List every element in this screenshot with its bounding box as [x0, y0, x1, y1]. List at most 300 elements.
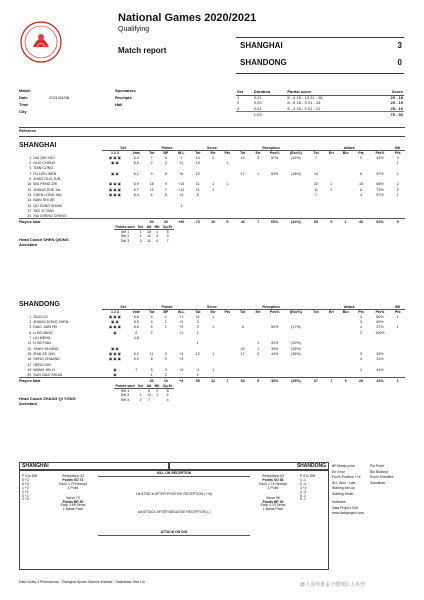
column-header: Tot [195, 310, 201, 315]
player-se: 1 [212, 314, 215, 319]
player-ap: 3 [360, 155, 362, 160]
player-name: ZHANG ZHE JIA [33, 187, 61, 192]
total-duration: 1:02 [253, 112, 287, 118]
player-at: 7 [315, 155, 318, 160]
total-rexc: (42%) [284, 219, 308, 224]
watermark-text: @上海男排孟子健球队大本营 [300, 582, 366, 588]
column-header: Err [255, 310, 261, 315]
points-won-header: Att [146, 225, 152, 230]
player-no: 15 [27, 203, 32, 208]
column-header: Tot [195, 151, 201, 156]
total-st: 55 [189, 378, 206, 383]
points-won-header: Ser [137, 384, 144, 389]
right-one-point: 1 Point [267, 485, 279, 490]
player-app: 27% [376, 325, 384, 330]
points-won-cell: 7 [166, 238, 169, 243]
column-header: Pts [395, 310, 401, 315]
player-bp: 1 [164, 372, 167, 377]
points-won-cell: Set 3 [120, 238, 130, 243]
set-number: 3 [237, 105, 240, 111]
column-header: Blo [342, 151, 349, 156]
points-won-header: BK [154, 384, 160, 389]
player-se: 1 [212, 367, 215, 372]
attack-on-dig-title: ATTACK ON DIG [98, 531, 250, 536]
player-no: 17 [27, 208, 32, 213]
player-st: 1 [196, 330, 199, 335]
home-team-name: SHANGHAI [240, 41, 283, 50]
points-won-cell: 2 [156, 389, 159, 394]
set-scores [236, 90, 404, 117]
left-team-name: SHANGHAI [22, 462, 49, 469]
referees-label: Referees [19, 128, 36, 133]
total-ap: 40 [353, 219, 370, 224]
total-se: 12 [206, 378, 220, 383]
player-set: ▣ ▣ ▣ [108, 351, 122, 356]
player-at: 11 [314, 187, 318, 192]
right-team-name: SHANDONG [296, 462, 326, 469]
set-duration: 0:20 [253, 100, 262, 106]
group-header: Points [145, 146, 190, 151]
player-set: ▣ ▣ [111, 161, 119, 166]
player-bp: 5 [164, 171, 167, 176]
players-total-label: Players total [19, 378, 145, 383]
right-side-labels: P S in Diff 1 -1 2 -4 3 +2 4 -3 5 -1 6 -1 [300, 474, 315, 502]
player-app: 43% [376, 155, 384, 160]
points-won-cell: Set 2 [120, 393, 130, 398]
player-at: 14 [314, 171, 319, 176]
player-tot: 2 [150, 161, 153, 166]
points-won-cell [153, 398, 161, 402]
player-name: WANG JIN YI [33, 367, 55, 372]
divider [19, 127, 405, 128]
total-re: 5 [251, 378, 265, 383]
player-no: 7 [29, 171, 32, 176]
match-result [236, 37, 404, 74]
points-won-cell: 4 [156, 234, 159, 239]
points-won-table [114, 225, 174, 243]
player-tot: 4 [150, 320, 153, 325]
column-header: Err [210, 310, 216, 315]
home-team-score: 3 [397, 41, 402, 50]
player-rexc: (18%) [291, 171, 301, 176]
player-name: LI BO MING [33, 330, 53, 335]
player-set: ▣ ▣ ▣ [108, 192, 122, 197]
player-app: 57% [376, 171, 384, 176]
player-st: 11 [195, 314, 200, 319]
player-rpos: 57% [271, 155, 279, 160]
legend-item: Starting Setter [332, 491, 354, 496]
player-rt: 6 [241, 325, 244, 330]
player-tot: 9 [150, 171, 153, 176]
player-rexc: (43%) [291, 155, 301, 160]
player-wl: +12 [178, 187, 185, 192]
points-won-header: Op.Er [162, 384, 173, 389]
kill-on-reception-title: KILL ON RECEPTION [98, 472, 250, 477]
player-st: 13 [195, 161, 200, 166]
column-header: Pts [395, 151, 401, 156]
set-duration: 0:21 [253, 105, 262, 111]
player-no: 13 [27, 192, 32, 197]
player-se: 1 [212, 325, 215, 330]
set-duration: 0:21 [253, 94, 262, 100]
left-team-header [19, 462, 169, 470]
group-header: Serve [189, 305, 234, 310]
player-name: ZHAI ZE JUN [33, 351, 55, 356]
player-bp: 6 [164, 155, 167, 160]
player-app: 25% [376, 351, 384, 356]
date-value: 2021/04/08 [49, 95, 70, 100]
column-header: Pts% [375, 151, 385, 156]
total-wl: +30 [173, 219, 190, 224]
player-name: GUO LEI [33, 314, 48, 319]
player-bp: 2 [164, 161, 167, 166]
player-no: 15 [27, 351, 32, 356]
player-stats-table [19, 146, 405, 248]
points-won-cell: 7 [147, 397, 150, 402]
column-header: BP [163, 151, 169, 156]
player-bp: 9 [164, 182, 167, 187]
assistant-coach: Assistant [19, 242, 38, 248]
column-header: W-L [177, 310, 185, 315]
player-v: 7 [135, 367, 138, 372]
total-st: 73 [189, 219, 206, 224]
group-header: BK [391, 305, 405, 310]
player-se: 1 [212, 182, 215, 187]
player-rpos: 53% [271, 171, 279, 176]
player-name: YANG YA NING [33, 346, 59, 351]
total-ab: 1 [339, 219, 353, 224]
total-wl: +3 [173, 378, 190, 383]
player-v: 6.6 [133, 325, 139, 330]
team-name: SHANDONG [19, 301, 60, 308]
total-sp: 5 [220, 219, 234, 224]
player-st: 14 [195, 155, 200, 160]
column-header: Tot [148, 151, 155, 156]
total-ap: 28 [353, 378, 370, 383]
player-set: ▣ ▣ ▣ [108, 325, 122, 330]
points-won-row [19, 383, 405, 407]
player-name: BIAN SHI JIE [33, 198, 55, 203]
spectators-label: Spectators [115, 88, 136, 93]
total-rpos: 60% [265, 219, 284, 224]
player-name: TAO ZI XIAN [33, 208, 54, 213]
player-tot: 2 [150, 330, 153, 335]
player-app: 73% [376, 187, 384, 192]
player-set: ▣ ▣ [111, 320, 119, 325]
player-app: 50% [376, 320, 384, 325]
total-app: 62% [369, 219, 390, 224]
player-name: GENG XIN [33, 362, 51, 367]
column-header: Blo [342, 310, 349, 315]
points-won-cell: 9 [166, 234, 169, 239]
team-name: SHANGHAI [19, 142, 57, 149]
software-name: Data Project Soft [332, 505, 358, 510]
legend-item: Blo Blocked [370, 469, 388, 474]
player-no: 9 [29, 177, 32, 182]
set-scores-table [236, 90, 404, 117]
player-no: 17 [27, 362, 32, 367]
total-ae: 6 [324, 219, 338, 224]
total-rpos: 40% [265, 378, 284, 383]
total-ab: 9 [339, 378, 353, 383]
points-won-cell: 2 [166, 393, 169, 398]
left-receptions: Receptions 43 [62, 474, 84, 478]
column-header: Pts% [375, 310, 385, 315]
column-header: Tot [240, 151, 246, 156]
left-rotation: P S in Diff [22, 474, 37, 478]
total-ae: 7 [324, 378, 338, 383]
column-header: (Exc%) [289, 310, 302, 315]
player-tot: 11 [149, 351, 154, 356]
player-st: 11 [195, 182, 200, 187]
right-points-bp: Points BP 18 [262, 499, 284, 504]
player-tot: 1 [150, 372, 153, 377]
player-app: 44% [376, 367, 384, 372]
points-won-cell: 13 [146, 393, 151, 398]
column-header: Pts [358, 151, 364, 156]
set-score: 25 - 19 [390, 100, 403, 106]
points-won-cell: 3 [139, 238, 142, 243]
divider [19, 136, 405, 137]
player-st: 3 [196, 320, 199, 325]
player-name: DAI QIN YAO [33, 155, 55, 160]
points-won-table [114, 384, 174, 402]
total-se: 10 [206, 219, 220, 224]
player-name: ZHANG DONG ZHEN [33, 320, 69, 325]
column-header: Vote [132, 310, 140, 315]
points-won-cell: 11 [147, 234, 151, 239]
player-re: 1 [257, 346, 260, 351]
left-one-point: 1 Point [67, 485, 79, 490]
points-won-header: Op.Er [162, 225, 173, 230]
left-each-receipt: Each 3.79 Receipt [59, 481, 87, 486]
player-rt: 20 [240, 346, 245, 351]
summary-body [19, 470, 329, 570]
right-receptions: Receptions 63 [262, 474, 284, 478]
column-header: Err [328, 310, 335, 315]
player-set: ▣ ▣ [111, 346, 119, 351]
points-won-cell: 1 [139, 393, 142, 398]
column-header: 1 2 3 [110, 151, 119, 156]
player-tot: 6 [150, 357, 153, 362]
legend-item: Starting line-up [332, 486, 355, 490]
player-rexc: (17%) [291, 325, 301, 330]
player-st: 12 [195, 171, 200, 176]
home-team-row [240, 41, 402, 50]
player-name: LIU MENG [33, 336, 51, 341]
player-no: 3 [29, 166, 32, 171]
player-rpos: 40% [271, 341, 279, 346]
column-header: Pts [224, 151, 231, 156]
player-no: 19 [27, 367, 32, 372]
right-each-receipt: Each 2.74 Receipt [259, 481, 287, 486]
set-partial: 8 - 6 16 - 9 21 - 15 [287, 100, 321, 106]
player-no: 20 [27, 213, 32, 218]
player-v: 6.7 [133, 187, 139, 192]
player-wl: +3 [179, 357, 184, 362]
points-won-set [114, 398, 174, 402]
player-re: 3 [257, 155, 260, 160]
player-st: 2 [196, 325, 199, 330]
player-set: ▣ [113, 330, 117, 335]
total-rt: 43 [234, 219, 251, 224]
points-won-cell: Set 1 [120, 230, 130, 235]
legend-item: Pts Point [370, 464, 384, 468]
right-so-block [254, 475, 292, 512]
set-number: 1 [237, 94, 240, 100]
points-won-row [19, 224, 405, 248]
player-ap: 15 [359, 182, 363, 187]
player-ae: 1 [330, 182, 333, 187]
player-set: ▣ ▣ ▣ [108, 357, 122, 362]
column-header: 1 2 3 [110, 310, 119, 315]
total-bk: 9 [391, 219, 405, 224]
total-sp: 7 [220, 378, 234, 383]
column-header: Err [255, 151, 261, 156]
column-header: Err [210, 151, 216, 156]
player-app: 31% [376, 357, 384, 362]
set-score: 25 - 18 [390, 94, 403, 100]
points-won-header: Att [146, 384, 152, 389]
column-header: Err [328, 151, 335, 156]
players-total-label: Players total [19, 219, 145, 224]
player-rpos: 44% [271, 351, 279, 356]
player-se: 1 [212, 351, 215, 356]
column-header: Pts [358, 310, 364, 315]
points-won-cell: 4 [166, 397, 169, 402]
player-bp: 7 [164, 187, 167, 192]
player-set: ▣ ▣ ▣ [108, 182, 122, 187]
player-v: 5.5 [133, 357, 139, 362]
player-v: 5.5 [133, 320, 139, 325]
head-coach: Head Coach SHEN QIONG [19, 237, 69, 243]
player-no: 12 [27, 187, 32, 192]
player-at: 22 [314, 182, 319, 187]
points-won-cell: 8 [147, 389, 150, 394]
player-bp: 1 [164, 314, 167, 319]
set-number: 2 [237, 100, 240, 106]
left-break-point: 1 Break Point [62, 507, 84, 512]
points-won-cell: 18 [146, 230, 151, 235]
player-bp: 3 [164, 351, 167, 356]
player-ap: 4 [360, 367, 362, 372]
player-tot: 6 [150, 192, 153, 197]
total-bk: 1 [391, 378, 405, 383]
player-stats-table [19, 305, 405, 407]
player-set: ▣ [113, 367, 117, 372]
player-set: ▣ ▣ ▣ [108, 187, 122, 192]
points-won-cell: 1 [139, 230, 142, 235]
footer-text: Data Volley 4 Professional - Shanghai Sports Science Institute - Statistician Star LIU [19, 580, 146, 584]
player-ap: 8 [360, 171, 362, 176]
player-wl: +1 [179, 330, 184, 335]
player-wl: 1 [180, 155, 183, 160]
city-label: City [19, 109, 27, 114]
software-label: Software: [332, 500, 347, 504]
total-at: 67 [308, 378, 325, 383]
points-won-cell: Set 3 [120, 397, 130, 402]
player-v: 4.8 [133, 336, 139, 341]
group-header: Attack [308, 305, 391, 310]
player-no: 3 [29, 325, 32, 330]
player-name: GUO CHENG [33, 161, 56, 166]
player-v: 5.9 [133, 155, 139, 160]
column-header: Pos% [269, 151, 280, 156]
player-no: 2 [29, 161, 32, 166]
legend-item: BP Break point [332, 464, 355, 468]
points-won-cell: 2 [139, 397, 142, 402]
player-wl: +4 [179, 351, 184, 356]
player-no: 1 [29, 314, 32, 319]
player-se: 2 [212, 155, 215, 160]
player-tot: 5 [150, 325, 153, 330]
player-v: 6.8 [133, 314, 139, 319]
score-col-header: Score [367, 90, 404, 95]
player-ap: 3 [360, 314, 362, 319]
player-no: 12 [27, 346, 32, 351]
player-set: ▣ ▣ ▣ [108, 314, 122, 319]
player-sp: 1 [226, 161, 229, 166]
player-no: 6 [29, 330, 32, 335]
player-v: 6.2 [133, 351, 139, 356]
player-ap: 4 [360, 357, 362, 362]
points-won-header: BK [154, 225, 160, 230]
left-side-labels: P S in Diff 5 +2 6 +3 1 +2 2 +1 3 +2 4 +4 [22, 474, 37, 502]
points-won-cell: 4 [156, 238, 159, 243]
player-st: 5 [196, 192, 199, 197]
points-won-header: Ser [137, 225, 144, 230]
player-wl: +4 [179, 192, 184, 197]
player-ap: 3 [360, 320, 362, 325]
player-bk: 1 [396, 192, 399, 197]
group-header: Set [102, 146, 145, 151]
left-points-bp: Points BP 20 [62, 499, 84, 504]
legend-item: W-L Won - Lost [332, 480, 356, 485]
player-bp: 5 [164, 192, 167, 197]
player-tot: 5 [150, 367, 153, 372]
column-header: Tot [313, 310, 319, 315]
points-won-header: Points won [115, 384, 135, 389]
set-partial: 8 - 4 16 - 9 21 - 12 [287, 105, 321, 111]
player-app: 100% [375, 330, 385, 335]
player-bk: 2 [396, 155, 399, 160]
away-team-row [240, 58, 402, 67]
player-app: 57% [376, 192, 384, 197]
total-at: 65 [308, 219, 325, 224]
player-wl: +2 [179, 320, 184, 325]
player-rpos: 50% [271, 325, 279, 330]
player-bk: 1 [396, 325, 399, 330]
player-st: 12 [195, 351, 200, 356]
left-so-block [54, 475, 92, 512]
national-games-logo-icon [19, 20, 63, 64]
player-rexc: (25%) [291, 346, 301, 351]
points-won-cell: Set 2 [120, 234, 130, 239]
column-header: Tot [240, 310, 246, 315]
competition-phase: Qualifying [118, 26, 150, 33]
player-ap: 9 [360, 351, 362, 356]
player-name: GENG ZHUANG [33, 357, 60, 362]
player-name: TIAN CONG [33, 166, 54, 171]
duration-col-header: Duration [253, 90, 287, 95]
set-partial: 8 - 4 16 - 13 21 - 18 [287, 94, 323, 100]
points-won-cell: 1 [139, 234, 142, 239]
column-header: Tot [313, 151, 319, 156]
player-re: 3 [257, 351, 260, 356]
legend-item: Err Error [332, 469, 345, 474]
player-ap: 4 [360, 325, 362, 330]
shandong-stats [19, 301, 405, 461]
